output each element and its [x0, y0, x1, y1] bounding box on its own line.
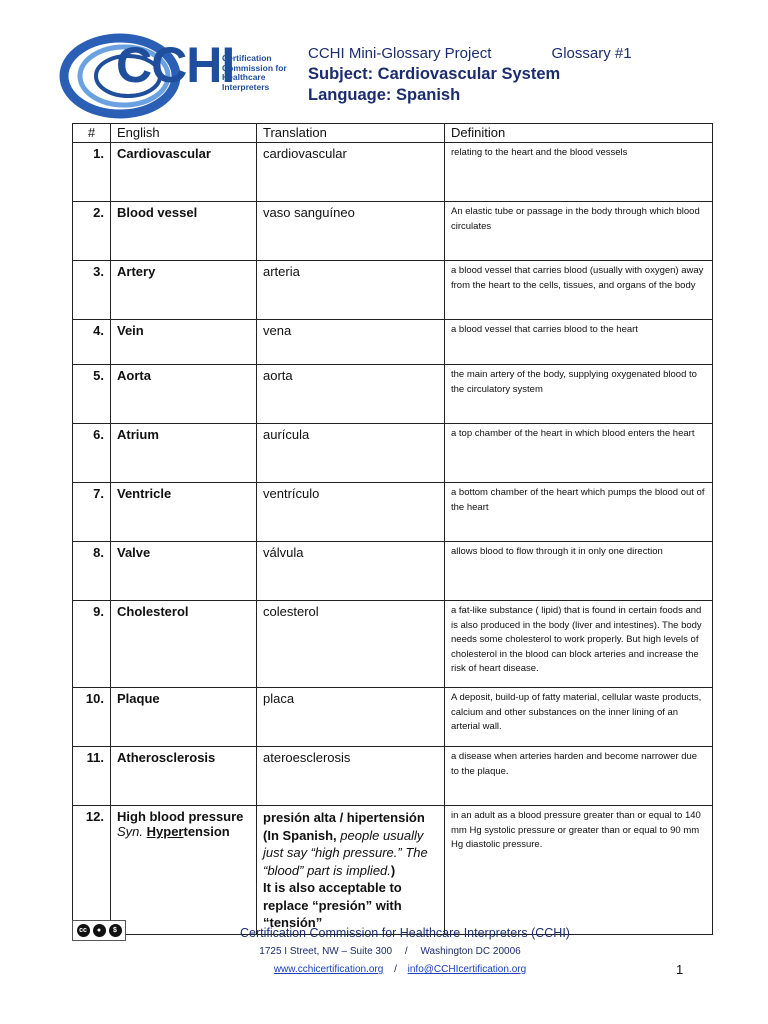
synonym-line — [117, 824, 250, 839]
definition-text: relating to the heart and the blood vessels — [445, 143, 713, 202]
definition-text: a top chamber of the heart in which blood enters the heart — [445, 424, 713, 483]
table-row — [73, 542, 713, 601]
row-number: 2. — [73, 202, 111, 261]
row-number: 11. — [73, 747, 111, 806]
english-term: Plaque — [111, 688, 257, 747]
subject-title: Subject: Cardiovascular System — [308, 65, 561, 83]
translation-close: ) — [390, 862, 396, 878]
row-number: 7. — [73, 483, 111, 542]
website-link[interactable]: www.cchicertification.org — [273, 964, 384, 975]
footer-organization: Certification Commission for Healthcare Interpreters (CCHI) — [240, 926, 570, 940]
definition-text: a blood vessel that carries blood (usually with oxygen) away from the heart to the cells, tissues, and organs of the body — [445, 261, 713, 320]
table-row — [73, 747, 713, 806]
nc-icon: $ — [109, 924, 122, 937]
header-english: English — [111, 124, 257, 143]
english-term-main: High blood pressure — [117, 809, 244, 824]
english-term: Artery — [111, 261, 257, 320]
synonym-suffix: tension — [183, 824, 230, 839]
translation-term: aorta — [257, 365, 445, 424]
cc-icon: cc — [77, 924, 90, 937]
row-number: 5. — [73, 365, 111, 424]
by-icon: ● — [93, 924, 106, 937]
english-term: Atrium — [111, 424, 257, 483]
email-link[interactable]: info@CCHIcertification.org — [407, 964, 527, 975]
row-number: 8. — [73, 542, 111, 601]
translation-term: vena — [257, 320, 445, 365]
translation-term: arteria — [257, 261, 445, 320]
table-row — [73, 601, 713, 688]
english-term: Valve — [111, 542, 257, 601]
page-number: 1 — [676, 962, 684, 977]
english-term: Atherosclerosis — [111, 747, 257, 806]
header-number: # — [73, 124, 111, 143]
english-term: Cardiovascular — [111, 143, 257, 202]
definition-text: allows blood to flow through it in only one direction — [445, 542, 713, 601]
table-row — [73, 320, 713, 365]
translation-term: placa — [257, 688, 445, 747]
row-number: 9. — [73, 601, 111, 688]
footer-links — [0, 964, 768, 975]
translation-main: presión alta / hipertensión (In Spanish, — [263, 810, 425, 843]
definition-text: a disease when arteries harden and become narrower due to the plaque. — [445, 747, 713, 806]
logo-abbreviation: CCHI — [116, 37, 235, 93]
address-separator: / — [404, 946, 408, 957]
translation-note: people usually just say “high pressure.” The “blood” part is implied. — [263, 827, 428, 878]
synonym-label: Syn. — [117, 824, 144, 839]
street-address: 1725 I Street, NW – Suite 300 — [259, 946, 393, 957]
definition-text: a bottom chamber of the heart which pumps the blood out of the heart — [445, 483, 713, 542]
translation-term: ventrículo — [257, 483, 445, 542]
translation-term: vaso sanguíneo — [257, 202, 445, 261]
english-term: Aorta — [111, 365, 257, 424]
translation-alternative: It is also acceptable to replace “presión” with “tensión” — [263, 880, 402, 930]
definition-text: a fat-like substance ( lipid) that is found in certain foods and is also produced in the body (liver and intestines). The body needs some cholesterol to work properly. But high levels of cholesterol in the blood can block arteries and increase the risk of heart disease. — [445, 601, 713, 688]
links-separator: / — [394, 964, 397, 975]
translation-term: colesterol — [257, 601, 445, 688]
logo-org-name: Certification Commission for Healthcare Interpreters — [222, 53, 287, 92]
row-number: 4. — [73, 320, 111, 365]
synonym-prefix: Hyper — [146, 824, 184, 839]
row-number: 1. — [73, 143, 111, 202]
table-row — [73, 806, 713, 935]
table-row — [73, 202, 713, 261]
table-row — [73, 688, 713, 747]
row-number: 6. — [73, 424, 111, 483]
definition-text: a blood vessel that carries blood to the heart — [445, 320, 713, 365]
english-term — [111, 806, 257, 935]
row-number: 10. — [73, 688, 111, 747]
english-term: Vein — [111, 320, 257, 365]
header-translation: Translation — [257, 124, 445, 143]
footer-address — [0, 946, 768, 957]
language-title: Language: Spanish — [308, 86, 461, 104]
definition-text: the main artery of the body, supplying oxygenated blood to the circulatory system — [445, 365, 713, 424]
definition-text: A deposit, build-up of fatty material, cellular waste products, calcium and other substances on the inner lining of an arterial wall. — [445, 688, 713, 747]
definition-text: in an adult as a blood pressure greater than or equal to 140 mm Hg systolic pressure or greater than or equal to 90 mm Hg diastolic pressure. — [445, 806, 713, 935]
translation-term: válvula — [257, 542, 445, 601]
header-definition: Definition — [445, 124, 713, 143]
city-address: Washington DC 20006 — [420, 946, 521, 957]
table-header-row — [73, 124, 713, 143]
table-row — [73, 424, 713, 483]
table-row — [73, 365, 713, 424]
translation-term: aurícula — [257, 424, 445, 483]
translation-term: cardiovascular — [257, 143, 445, 202]
translation-term: ateroesclerosis — [257, 747, 445, 806]
document-header — [308, 44, 632, 106]
glossary-table — [72, 123, 713, 935]
english-term: Cholesterol — [111, 601, 257, 688]
table-row — [73, 483, 713, 542]
definition-text: An elastic tube or passage in the body through which blood circulates — [445, 202, 713, 261]
english-term: Ventricle — [111, 483, 257, 542]
glossary-number: Glossary #1 — [551, 45, 632, 62]
table-row — [73, 261, 713, 320]
project-title: CCHI Mini-Glossary Project — [308, 45, 492, 62]
row-number: 3. — [73, 261, 111, 320]
project-line — [308, 44, 632, 64]
row-number: 12. — [73, 806, 111, 935]
table-row — [73, 143, 713, 202]
english-term: Blood vessel — [111, 202, 257, 261]
translation-term — [257, 806, 445, 935]
